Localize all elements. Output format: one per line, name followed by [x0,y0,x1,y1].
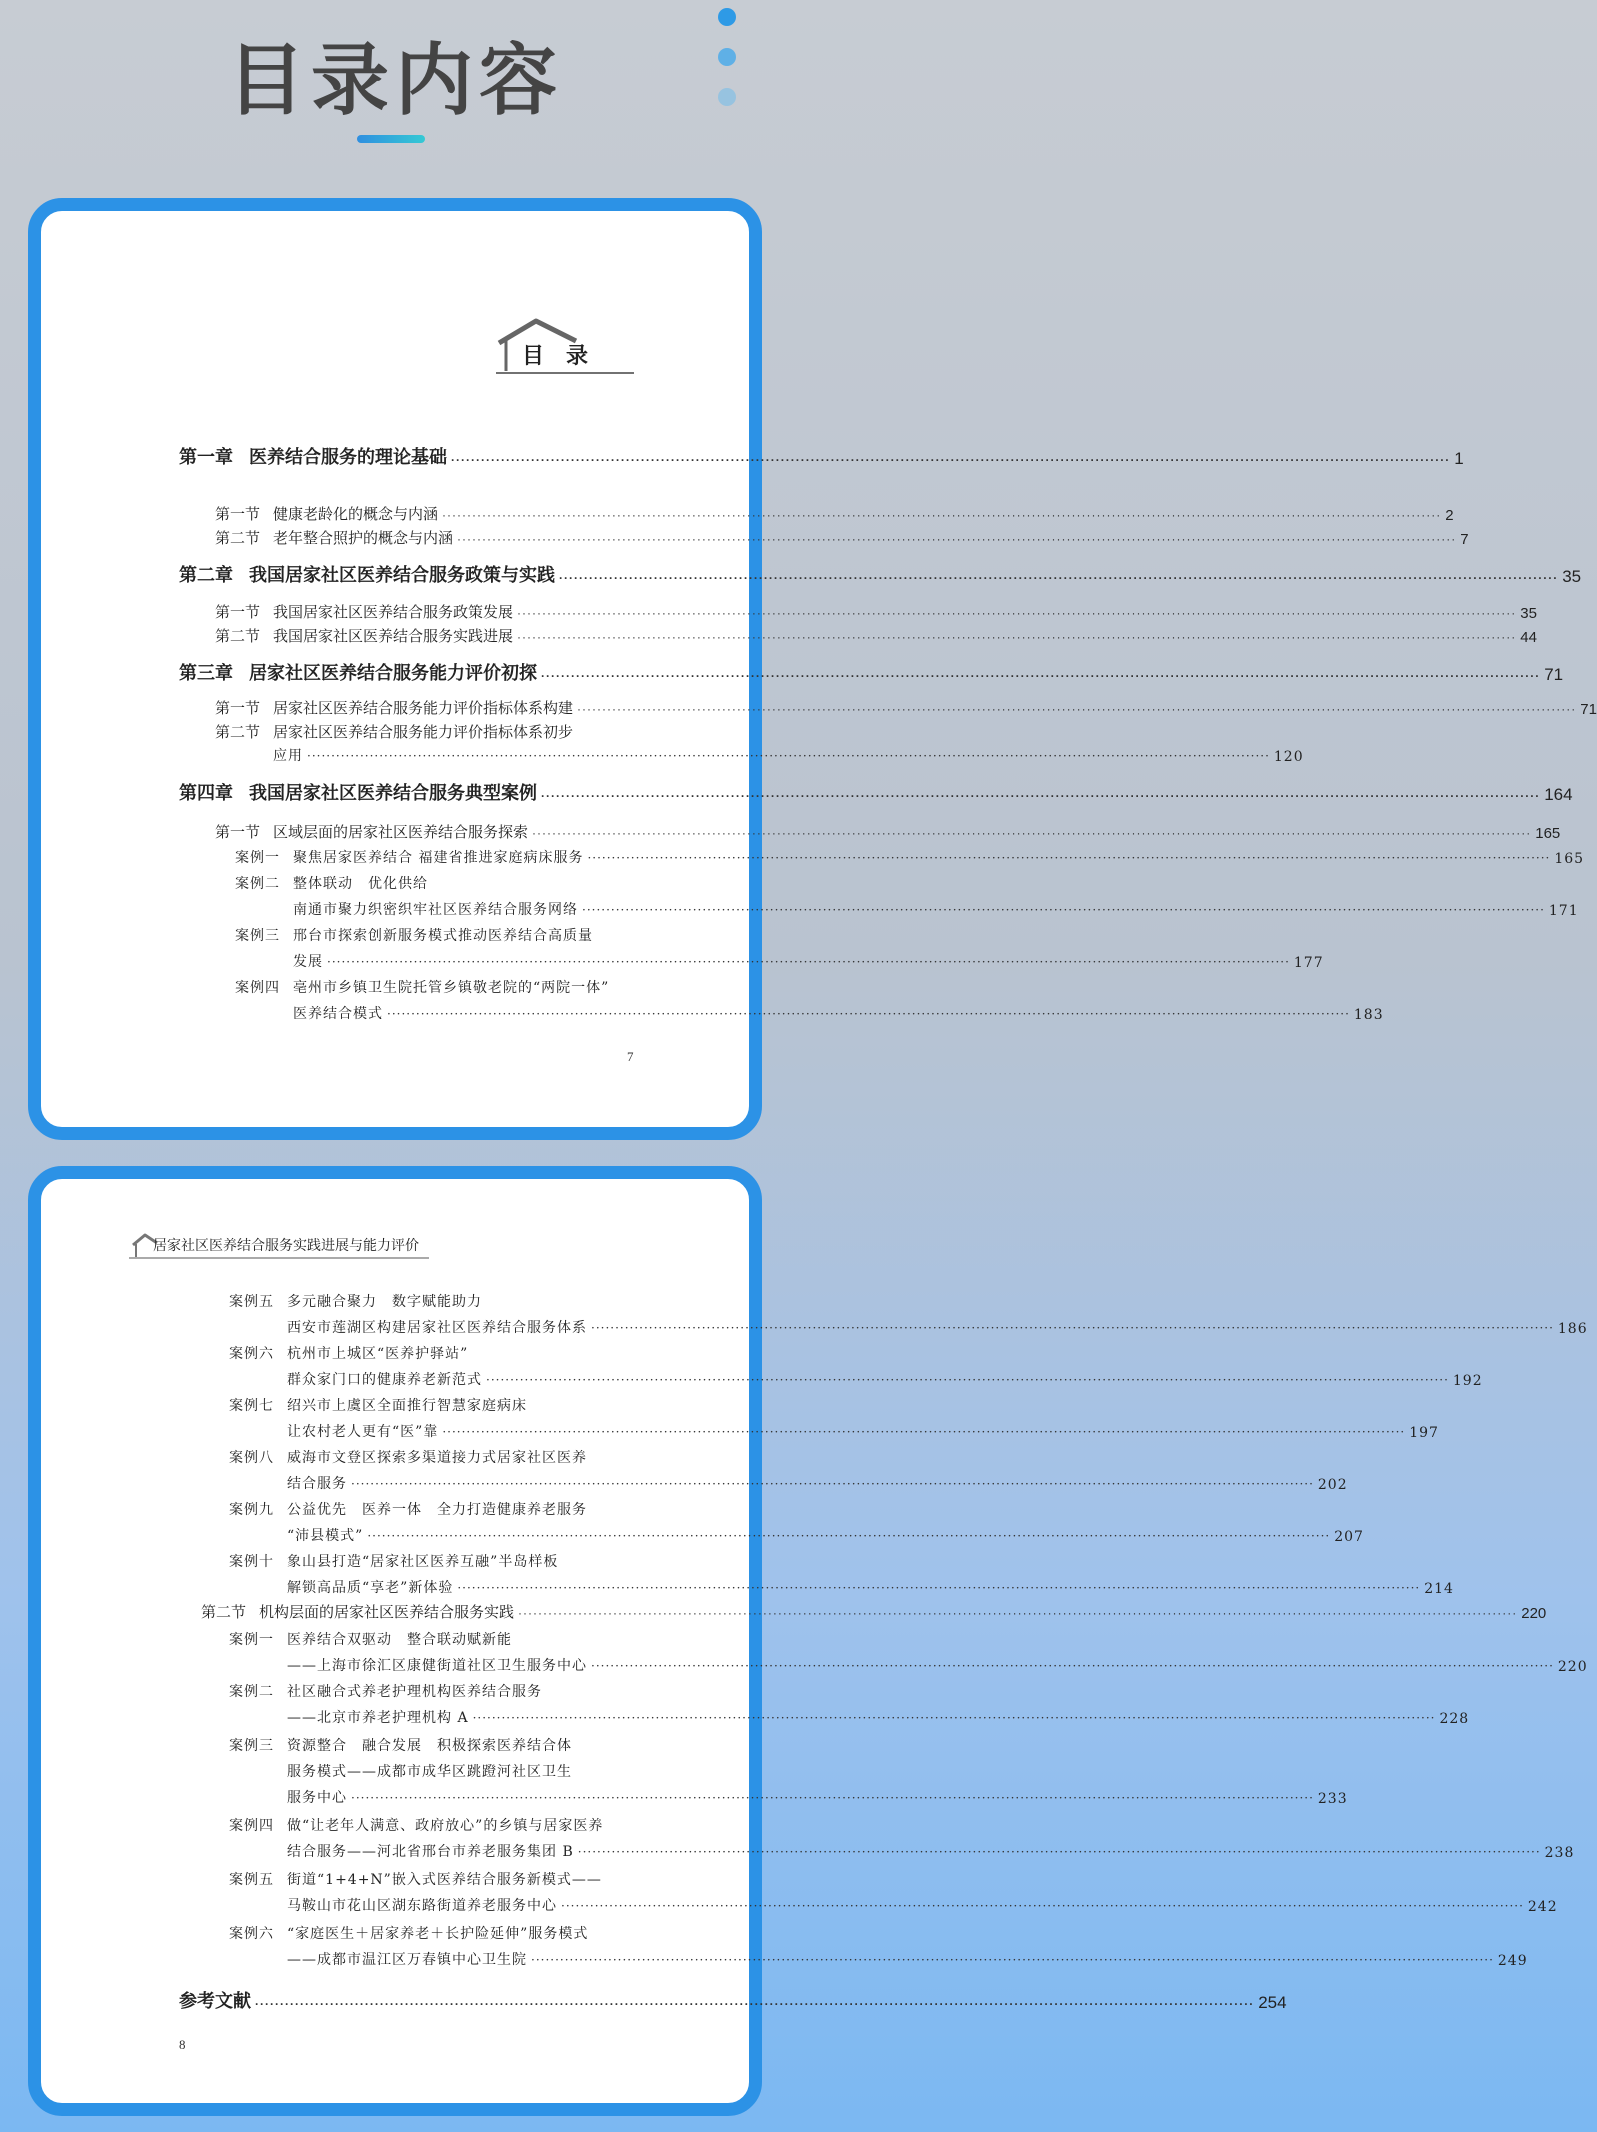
toc-leader-dots: ········································································································································································································ [451,453,1451,467]
toc-entry-label: 案例五 [229,1294,274,1310]
toc-entry-label: 第二节 [215,724,261,741]
toc-entry-title: 区域层面的居家社区医养结合服务探索 [273,824,529,841]
toc-entry-label: 案例八 [229,1450,274,1466]
toc-entry-label: 案例二 [235,876,280,892]
toc-entry-label: 第一节 [215,700,261,717]
toc-entry-title: 健康老龄化的概念与内涵 [273,506,439,523]
toc-entry-title: 亳州市乡镇卫生院托管乡镇敬老院的“两院一体” [293,980,610,996]
toc-entry-title: 聚焦居家医养结合 福建省推进家庭病床服务 [293,850,584,866]
toc-entry-title: 服务中心 [287,1790,347,1806]
toc-entry-label: 第二节 [201,1604,247,1621]
toc-entry-page: 44 [1520,629,1537,646]
toc-entry [229,1681,639,1701]
toc-entry-title: “家庭医生＋居家养老＋长护险延伸”服务模式 [287,1926,589,1942]
toc-entry-label: 案例二 [229,1684,274,1700]
toc-entry-page: 249 [1497,1953,1528,1969]
toc-entry-title: 让农村老人更有“医”靠 [287,1424,439,1440]
toc-entry [287,1841,1575,1861]
toc-entry [235,873,639,893]
toc-entry [293,1003,1384,1023]
toc-entry-label: 案例一 [229,1632,274,1648]
toc-leader-dots: ········································································································································································································ [457,1581,1421,1595]
toc-entry-page: 220 [1557,1659,1588,1675]
toc-entry-page: 238 [1544,1845,1575,1861]
toc-entry [235,925,639,945]
decor-dot [718,48,736,66]
toc-entry-title: 资源整合 融合发展 积极探索医养结合体 [287,1738,572,1754]
toc-entry-page: 171 [1548,903,1579,919]
toc-entry [235,977,639,997]
toc-page-card-2 [28,1166,1588,2116]
toc-entry [287,1473,1348,1493]
page-number: 7 [627,1049,634,1064]
toc-entry [179,561,1582,587]
toc-entry-title: 结合服务——河北省邢台市养老服务集团 B [287,1844,574,1860]
toc-entry-title: 解锁高品质“享老”新体验 [287,1580,454,1596]
toc-entry-page: 71 [1544,665,1564,684]
toc-entry [215,503,1454,524]
toc-leader-dots: ········································································································································································································ [532,826,1532,840]
toc-entry-title: 多元融合聚力 数字赋能助力 [287,1294,482,1310]
toc-leader-dots: ········································································································································································································ [517,630,1517,644]
toc-entry-title: 参考文献 [179,1991,251,2011]
decor-dot [718,88,736,106]
toc-entry-label: 第四章 [179,783,233,803]
toc-entry [215,821,1561,842]
running-title: 居家社区医养结合服务实践进展与能力评价 [153,1237,419,1253]
toc-entry-label: 案例五 [229,1872,274,1888]
toc-entry-label: 案例七 [229,1398,274,1414]
toc-entry [229,1629,639,1649]
toc-entry [215,697,1597,718]
toc-entry-label: 第一节 [215,506,261,523]
toc-entry-label: 第一章 [179,447,233,467]
toc-entry-page: 35 [1520,605,1537,622]
toc-entry [229,1499,639,1519]
toc-entry-label: 案例一 [235,850,280,866]
toc-entry-page: 183 [1353,1007,1384,1023]
toc-entry-title: 南通市聚力织密织牢社区医养结合服务网络 [293,902,578,918]
toc-entry-title: 威海市文登区探索多渠道接力式居家社区医养 [287,1450,587,1466]
toc-entry-page: 165 [1554,851,1585,867]
toc-entry-title: 街道“1+4+N”嵌入式医养结合服务新模式—— [287,1872,602,1888]
toc-entry-label: 案例四 [229,1818,274,1834]
toc-entry-page: 242 [1527,1899,1558,1915]
toc-entry-title: 服务模式——成都市成华区跳蹬河社区卫生 [287,1764,572,1780]
toc-entry-title: ——成都市温江区万春镇中心卫生院 [287,1952,527,1968]
toc-entry-page: 254 [1258,1993,1287,2012]
toc-entry-label: 案例三 [229,1738,274,1754]
toc-leader-dots: ········································································································································································································ [577,1845,1541,1859]
toc-entry [215,527,1469,548]
toc-entry [229,1869,639,1889]
toc-entry-page: 120 [1273,749,1304,765]
toc-entry-title: 机构层面的居家社区医养结合服务实践 [259,1604,515,1621]
toc-entry-page: 192 [1452,1373,1483,1389]
toc-entry-title: 群众家门口的健康养老新范式 [287,1372,482,1388]
toc-entry [287,1525,1364,1545]
toc-leader-dots: ········································································································································································································ [517,606,1517,620]
toc-leader-dots: ········································································································································································································ [541,789,1541,803]
toc-entry-title: 我国居家社区医养结合服务政策与实践 [249,565,555,585]
toc-leader-dots: ········································································································································································································ [577,702,1577,716]
toc-entry-page: 7 [1460,531,1469,548]
toc-entry-page: 71 [1580,701,1597,718]
toc-leader-dots: ········································································································································································································ [518,1606,1518,1620]
toc-entry-label: 案例六 [229,1926,274,1942]
toc-entry-title: 居家社区医养结合服务能力评价指标体系构建 [273,700,574,717]
page-title: 目录内容 [226,36,563,126]
toc-entry-label: 案例十 [229,1554,274,1570]
toc-entry-title: ——上海市徐汇区康健街道社区卫生服务中心 [287,1658,587,1674]
toc-leader-dots: ········································································································································································································ [351,1791,1314,1805]
toc-entry [229,1447,639,1467]
toc-entry-page: 233 [1317,1791,1348,1807]
toc-entry-title: 应用 [273,748,303,764]
toc-entry-page: 186 [1557,1321,1588,1337]
title-underline [357,135,425,143]
toc-entry [179,659,1564,685]
toc-entry [287,1787,1348,1807]
toc-entry [293,899,1579,919]
toc-entry-title: 公益优先 医养一体 全力打造健康养老服务 [287,1502,587,1518]
toc-entry-title: 居家社区医养结合服务能力评价指标体系初步 [273,724,574,741]
toc-leader-dots: ········································································································································································································ [559,571,1559,585]
running-header [129,1227,459,1259]
toc-entry-title: 社区融合式养老护理机构医养结合服务 [287,1684,542,1700]
toc-entry-title: 做“让老年人满意、政府放心”的乡镇与居家医养 [287,1818,604,1834]
toc-entry [287,1895,1558,1915]
toc-entry-title: 结合服务 [287,1476,347,1492]
toc-entry [215,721,639,742]
toc-entry-title: ——北京市养老护理机构 A [287,1710,469,1726]
toc-leader-dots: ········································································································································································································ [561,1899,1524,1913]
toc-entry-label: 第二章 [179,565,233,585]
toc-leader-dots: ········································································································································································································ [367,1529,1331,1543]
toc-leader-dots: ········································································································································································································ [591,1659,1554,1673]
toc-entry-title: 医养结合双驱动 整合联动赋新能 [287,1632,512,1648]
toc-leader-dots: ········································································································································································································ [387,1007,1350,1021]
toc-entry [179,779,1573,805]
mulu-title: 目 录 [522,343,589,369]
toc-entry [229,1923,639,1943]
toc-entry [287,1761,639,1781]
toc-entry-page: 177 [1293,955,1324,971]
toc-leader-dots: ········································································································································································································ [457,532,1457,546]
toc-leader-dots: ········································································································································································································ [587,851,1551,865]
toc-leader-dots: ········································································································································································································ [486,1373,1449,1387]
toc-entry [287,1369,1483,1389]
toc-entry [287,1421,1439,1441]
toc-entry-label: 第一节 [215,604,261,621]
toc-entry [273,745,1304,765]
toc-entry-page: 207 [1334,1529,1364,1545]
toc-entry [229,1291,639,1311]
toc-entry-page: 35 [1562,567,1582,586]
toc-entry [287,1655,1588,1675]
toc-entry-label: 第一节 [215,824,261,841]
toc-entry [179,1987,1287,2013]
toc-entry-title: 象山县打造“居家社区医养互融”半岛样板 [287,1554,559,1570]
toc-entry [215,601,1537,622]
toc-entry-title: 医养结合模式 [293,1006,383,1022]
toc-leader-dots: ········································································································································································································ [442,1425,1406,1439]
toc-entry-page: 220 [1521,1605,1547,1622]
toc-entry-label: 案例九 [229,1502,274,1518]
toc-entry-label: 案例三 [235,928,280,944]
toc-entry [287,1577,1454,1597]
toc-entry-label: 第三章 [179,663,233,683]
toc-entry-title: 邢台市探索创新服务模式推动医养结合高质量 [293,928,593,944]
toc-entry-page: 202 [1317,1477,1348,1493]
page-number: 8 [179,2037,186,2052]
toc-entry-label: 第二节 [215,530,261,547]
toc-entry [229,1343,639,1363]
toc-entry-page: 228 [1439,1711,1470,1727]
toc-entry [287,1317,1588,1337]
toc-entry-page: 197 [1409,1425,1439,1441]
toc-entry-page: 1 [1454,449,1464,468]
toc-page-card-1 [28,198,1597,1140]
toc-leader-dots: ········································································································································································································ [541,669,1541,683]
toc-leader-dots: ········································································································································································································ [472,1711,1436,1725]
toc-entry-title: “沛县模式” [287,1528,364,1544]
toc-entry-title: 居家社区医养结合服务能力评价初探 [249,663,537,683]
toc-entry-title: 整体联动 优化供给 [293,876,428,892]
toc-entry-page: 214 [1424,1581,1454,1597]
toc-entry-label: 第二节 [215,628,261,645]
toc-leader-dots: ········································································································································································································ [327,955,1290,969]
toc-entry-title: 我国居家社区医养结合服务政策发展 [273,604,514,621]
toc-entry [229,1735,639,1755]
toc-leader-dots: ········································································································································································································ [582,903,1545,917]
toc-leader-dots: ········································································································································································································ [351,1477,1314,1491]
toc-entry-title: 发展 [293,954,323,970]
toc-entry-title: 马鞍山市花山区湖东路街道养老服务中心 [287,1898,557,1914]
toc-leader-dots: ········································································································································································································ [591,1321,1554,1335]
toc-leader-dots: ········································································································································································································ [255,1997,1255,2011]
toc-entry-title: 我国居家社区医养结合服务实践进展 [273,628,514,645]
toc-entry [229,1551,639,1571]
toc-entry-page: 164 [1544,785,1573,804]
toc-entry-title: 西安市莲湖区构建居家社区医养结合服务体系 [287,1320,587,1336]
toc-entry [229,1815,639,1835]
toc-entry [201,1601,1547,1622]
toc-entry [287,1707,1470,1727]
toc-entry [287,1949,1528,1969]
toc-leader-dots: ········································································································································································································ [307,749,1270,763]
toc-entry [293,951,1324,971]
toc-entry-label: 案例四 [235,980,280,996]
mulu-header [496,311,636,386]
toc-entry [229,1395,639,1415]
toc-entry-page: 165 [1535,825,1561,842]
toc-entry [235,847,1585,867]
toc-leader-dots: ········································································································································································································ [531,1953,1494,1967]
decor-dot [718,8,736,26]
toc-entry-title: 医养结合服务的理论基础 [249,447,447,467]
toc-entry-label: 案例六 [229,1346,274,1362]
toc-entry-page: 2 [1445,507,1454,524]
toc-entry [179,443,1464,469]
toc-leader-dots: ········································································································································································································ [442,508,1442,522]
toc-entry [215,625,1537,646]
toc-entry-title: 杭州市上城区“医养护驿站” [287,1346,469,1362]
toc-entry-title: 我国居家社区医养结合服务典型案例 [249,783,537,803]
toc-entry-title: 老年整合照护的概念与内涵 [273,530,454,547]
toc-entry-title: 绍兴市上虞区全面推行智慧家庭病床 [287,1398,527,1414]
